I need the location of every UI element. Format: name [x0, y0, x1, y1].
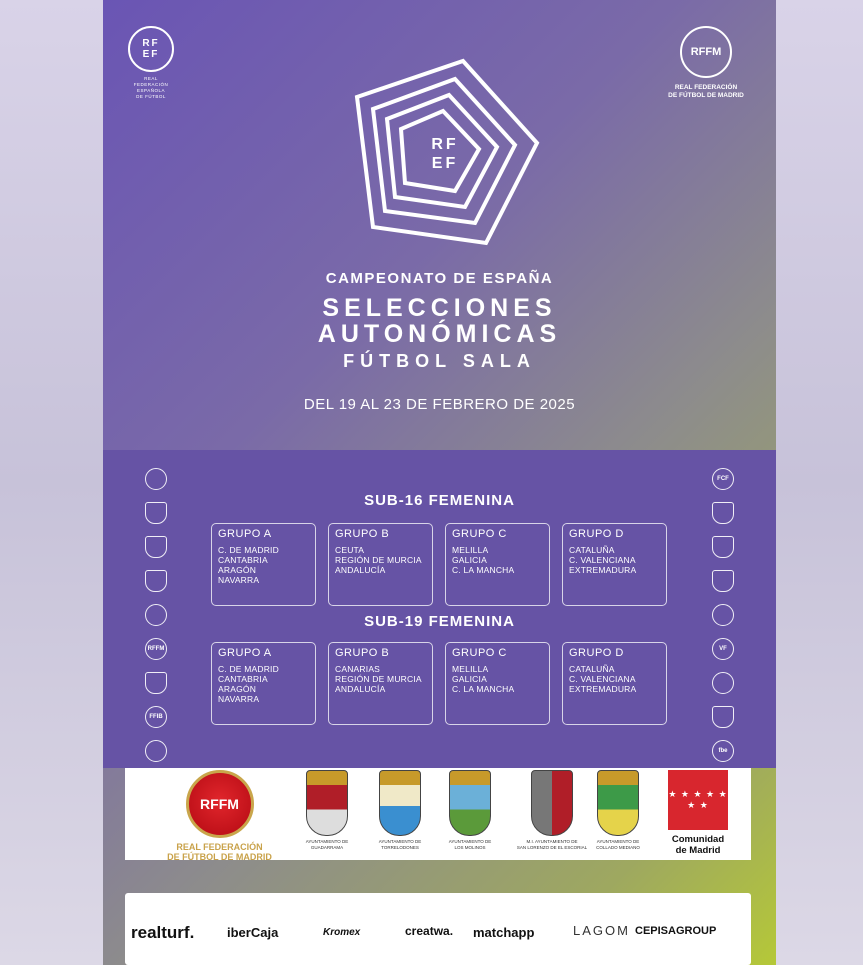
sponsor-realturf: realturf.	[131, 923, 195, 942]
team-name: GALICIA	[452, 674, 487, 684]
team-name: C. VALENCIANA	[569, 555, 636, 565]
rffm-main-logo	[157, 770, 282, 862]
crest-icon	[306, 770, 348, 836]
vf-icon: VF	[712, 638, 734, 660]
section-title-sub16: SUB-16 FEMENINA	[364, 492, 515, 509]
shield-icon	[712, 570, 734, 592]
team-name: C. DE MADRID	[218, 664, 279, 674]
shield-icon	[712, 536, 734, 558]
ayto-caption-line: GUADARRAMA	[310, 844, 344, 850]
team-name: C. LA MANCHA	[452, 565, 515, 575]
ayto-caption	[578, 839, 658, 850]
team-name: REGIÓN DE MURCIA	[335, 555, 422, 565]
team-name: C. VALENCIANA	[569, 674, 636, 684]
rffm-crest-icon	[186, 770, 254, 838]
ayto-los-molinos	[430, 770, 510, 850]
ayto-caption-line: AYUNTAMIENTO DE	[378, 839, 422, 844]
group-card	[562, 642, 667, 725]
group-card	[328, 523, 433, 606]
rfef-emblem-icon	[128, 26, 174, 72]
rfef-caption	[127, 76, 175, 100]
team-name: ARAGÓN	[218, 684, 257, 694]
rffm-emblem-icon	[680, 26, 732, 78]
rffm-caption-line: REAL FEDERACIÓN	[674, 84, 738, 91]
team-name: EXTREMADURA	[569, 684, 637, 694]
ayto-caption-line: AYUNTAMIENTO DE	[305, 839, 349, 844]
shield-icon	[145, 570, 167, 592]
poster	[103, 0, 776, 965]
ayto-caption-line: SAN LORENZO DE EL ESCORIAL	[516, 844, 588, 850]
sponsor-creatwa: creatwa.	[405, 924, 454, 938]
title-line-1: CAMPEONATO DE ESPAÑA	[325, 270, 554, 287]
group-name: GRUPO A	[218, 647, 272, 659]
group-card	[211, 523, 316, 606]
ayto-caption-line: AYUNTAMIENTO DE	[596, 839, 640, 844]
rfef-initials-1: RF	[142, 38, 160, 49]
ayto-caption	[430, 839, 510, 850]
team-name: CATALUÑA	[569, 664, 615, 674]
team-name: ANDALUCÍA	[335, 565, 386, 575]
group-name: GRUPO B	[335, 647, 390, 659]
groups-sub16	[211, 523, 667, 606]
crest-icon	[531, 770, 573, 836]
ayto-caption-line: COLLADO MEDIANO	[596, 844, 640, 850]
team-name: CANTABRIA	[218, 555, 268, 565]
title-line-4: FÚTBOL SALA	[343, 351, 536, 371]
rfef-caption-line: FEDERACIÓN	[133, 82, 169, 87]
ayto-caption	[360, 839, 440, 850]
team-name: EXTREMADURA	[569, 565, 637, 575]
crest-icon	[597, 770, 639, 836]
shield-icon	[145, 672, 167, 694]
rfef-caption-line: DE FÚTBOL	[136, 94, 166, 99]
ffib-icon: FFIB	[145, 706, 167, 728]
groups-sub19	[211, 642, 667, 725]
title-line-3: AUTONÓMICAS	[317, 320, 562, 348]
team-name: NAVARRA	[218, 575, 260, 585]
team-name: REGIÓN DE MURCIA	[335, 674, 422, 684]
rfef-caption-line: REAL	[144, 76, 158, 81]
rffm-caption-line: DE FÚTBOL DE MADRID	[668, 92, 744, 99]
fbe-icon: fbe	[712, 740, 734, 762]
groups-band	[103, 450, 776, 768]
group-card	[445, 642, 550, 725]
pentagon-initials-2: EF	[431, 155, 459, 172]
sponsor-cepisa: CEPISAGROUP	[635, 925, 717, 937]
madrid-flag-icon: ★ ★ ★ ★ ★ ★ ★	[668, 770, 728, 830]
ayto-caption-line: AYUNTAMIENTO DE	[448, 839, 492, 844]
team-name: ARAGÓN	[218, 565, 257, 575]
rffm-initials: RFFM	[690, 46, 722, 58]
rfef-caption-line: ESPAÑOLA	[137, 88, 165, 93]
group-card	[562, 523, 667, 606]
comunidad-madrid-logo	[663, 770, 733, 856]
ayto-caption	[287, 839, 367, 850]
shield-icon	[145, 536, 167, 558]
rfef-pentagon-emblem-icon	[351, 55, 541, 250]
ayto-caption-line: M.I. AYUNTAMIENTO DE	[526, 839, 578, 844]
shield-icon	[712, 706, 734, 728]
team-name: C. DE MADRID	[218, 545, 279, 555]
fcf-icon: FCF	[712, 468, 734, 490]
team-name: CANTABRIA	[218, 674, 268, 684]
sponsor-kromex: Kromex	[323, 927, 361, 938]
crest-icon	[379, 770, 421, 836]
event-title	[103, 270, 776, 372]
group-name: GRUPO B	[335, 528, 390, 540]
group-name: GRUPO D	[569, 528, 624, 540]
group-card	[211, 642, 316, 725]
group-name: GRUPO D	[569, 647, 624, 659]
poster-header	[103, 0, 776, 450]
sponsor-lagom: LAGOM	[573, 923, 630, 938]
rfef-logo	[127, 26, 175, 100]
comunidad-caption-line: de Madrid	[675, 845, 721, 856]
team-name: MELILLA	[452, 545, 489, 555]
rfef-initials-2: EF	[142, 49, 160, 60]
team-name: CEUTA	[335, 545, 365, 555]
team-name: MELILLA	[452, 664, 489, 674]
rffm-logo	[660, 26, 752, 100]
rffm-main-caption	[157, 842, 282, 862]
team-name: ANDALUCÍA	[335, 684, 386, 694]
rffm-icon: RFFM	[145, 638, 167, 660]
comunidad-caption	[663, 834, 733, 856]
team-name: CANARIAS	[335, 664, 381, 674]
rffm-main-caption-line: DE FÚTBOL DE MADRID	[167, 852, 272, 862]
pentagon-initials-1: RF	[431, 136, 459, 153]
rffm-caption	[660, 84, 752, 100]
group-card	[445, 523, 550, 606]
rffm-main-caption-line: REAL FEDERACIÓN	[176, 842, 263, 852]
sponsor-ibercaja: iberCaja	[227, 925, 279, 940]
event-dates: DEL 19 AL 23 DE FEBRERO DE 2025	[303, 396, 576, 413]
ayto-collado-mediano	[578, 770, 658, 850]
team-name: NAVARRA	[218, 694, 260, 704]
group-name: GRUPO A	[218, 528, 272, 540]
institutional-logos	[125, 768, 751, 860]
sponsor-logos	[125, 893, 751, 965]
comunidad-caption-line: Comunidad	[671, 834, 725, 845]
ayto-guadarrama	[287, 770, 367, 850]
title-line-2: SELECCIONES	[322, 294, 557, 322]
group-card	[328, 642, 433, 725]
crest-icon	[449, 770, 491, 836]
ayto-caption-line: LOS MOLINOS	[454, 844, 486, 850]
group-name: GRUPO C	[452, 647, 507, 659]
seal-icon	[145, 468, 167, 490]
ayto-torrelodones	[360, 770, 440, 850]
team-name: GALICIA	[452, 555, 487, 565]
team-name: CATALUÑA	[569, 545, 615, 555]
group-name: GRUPO C	[452, 528, 507, 540]
team-name: C. LA MANCHA	[452, 684, 515, 694]
ayto-caption-line: TORRELODONES	[381, 844, 419, 850]
wing-icon	[145, 740, 167, 762]
sponsor-matchapp: matchapp	[473, 925, 535, 940]
emblem-icon	[712, 672, 734, 694]
section-title-sub19: SUB-19 FEMENINA	[364, 613, 515, 630]
rffm-main-initials: RFFM	[200, 796, 239, 812]
